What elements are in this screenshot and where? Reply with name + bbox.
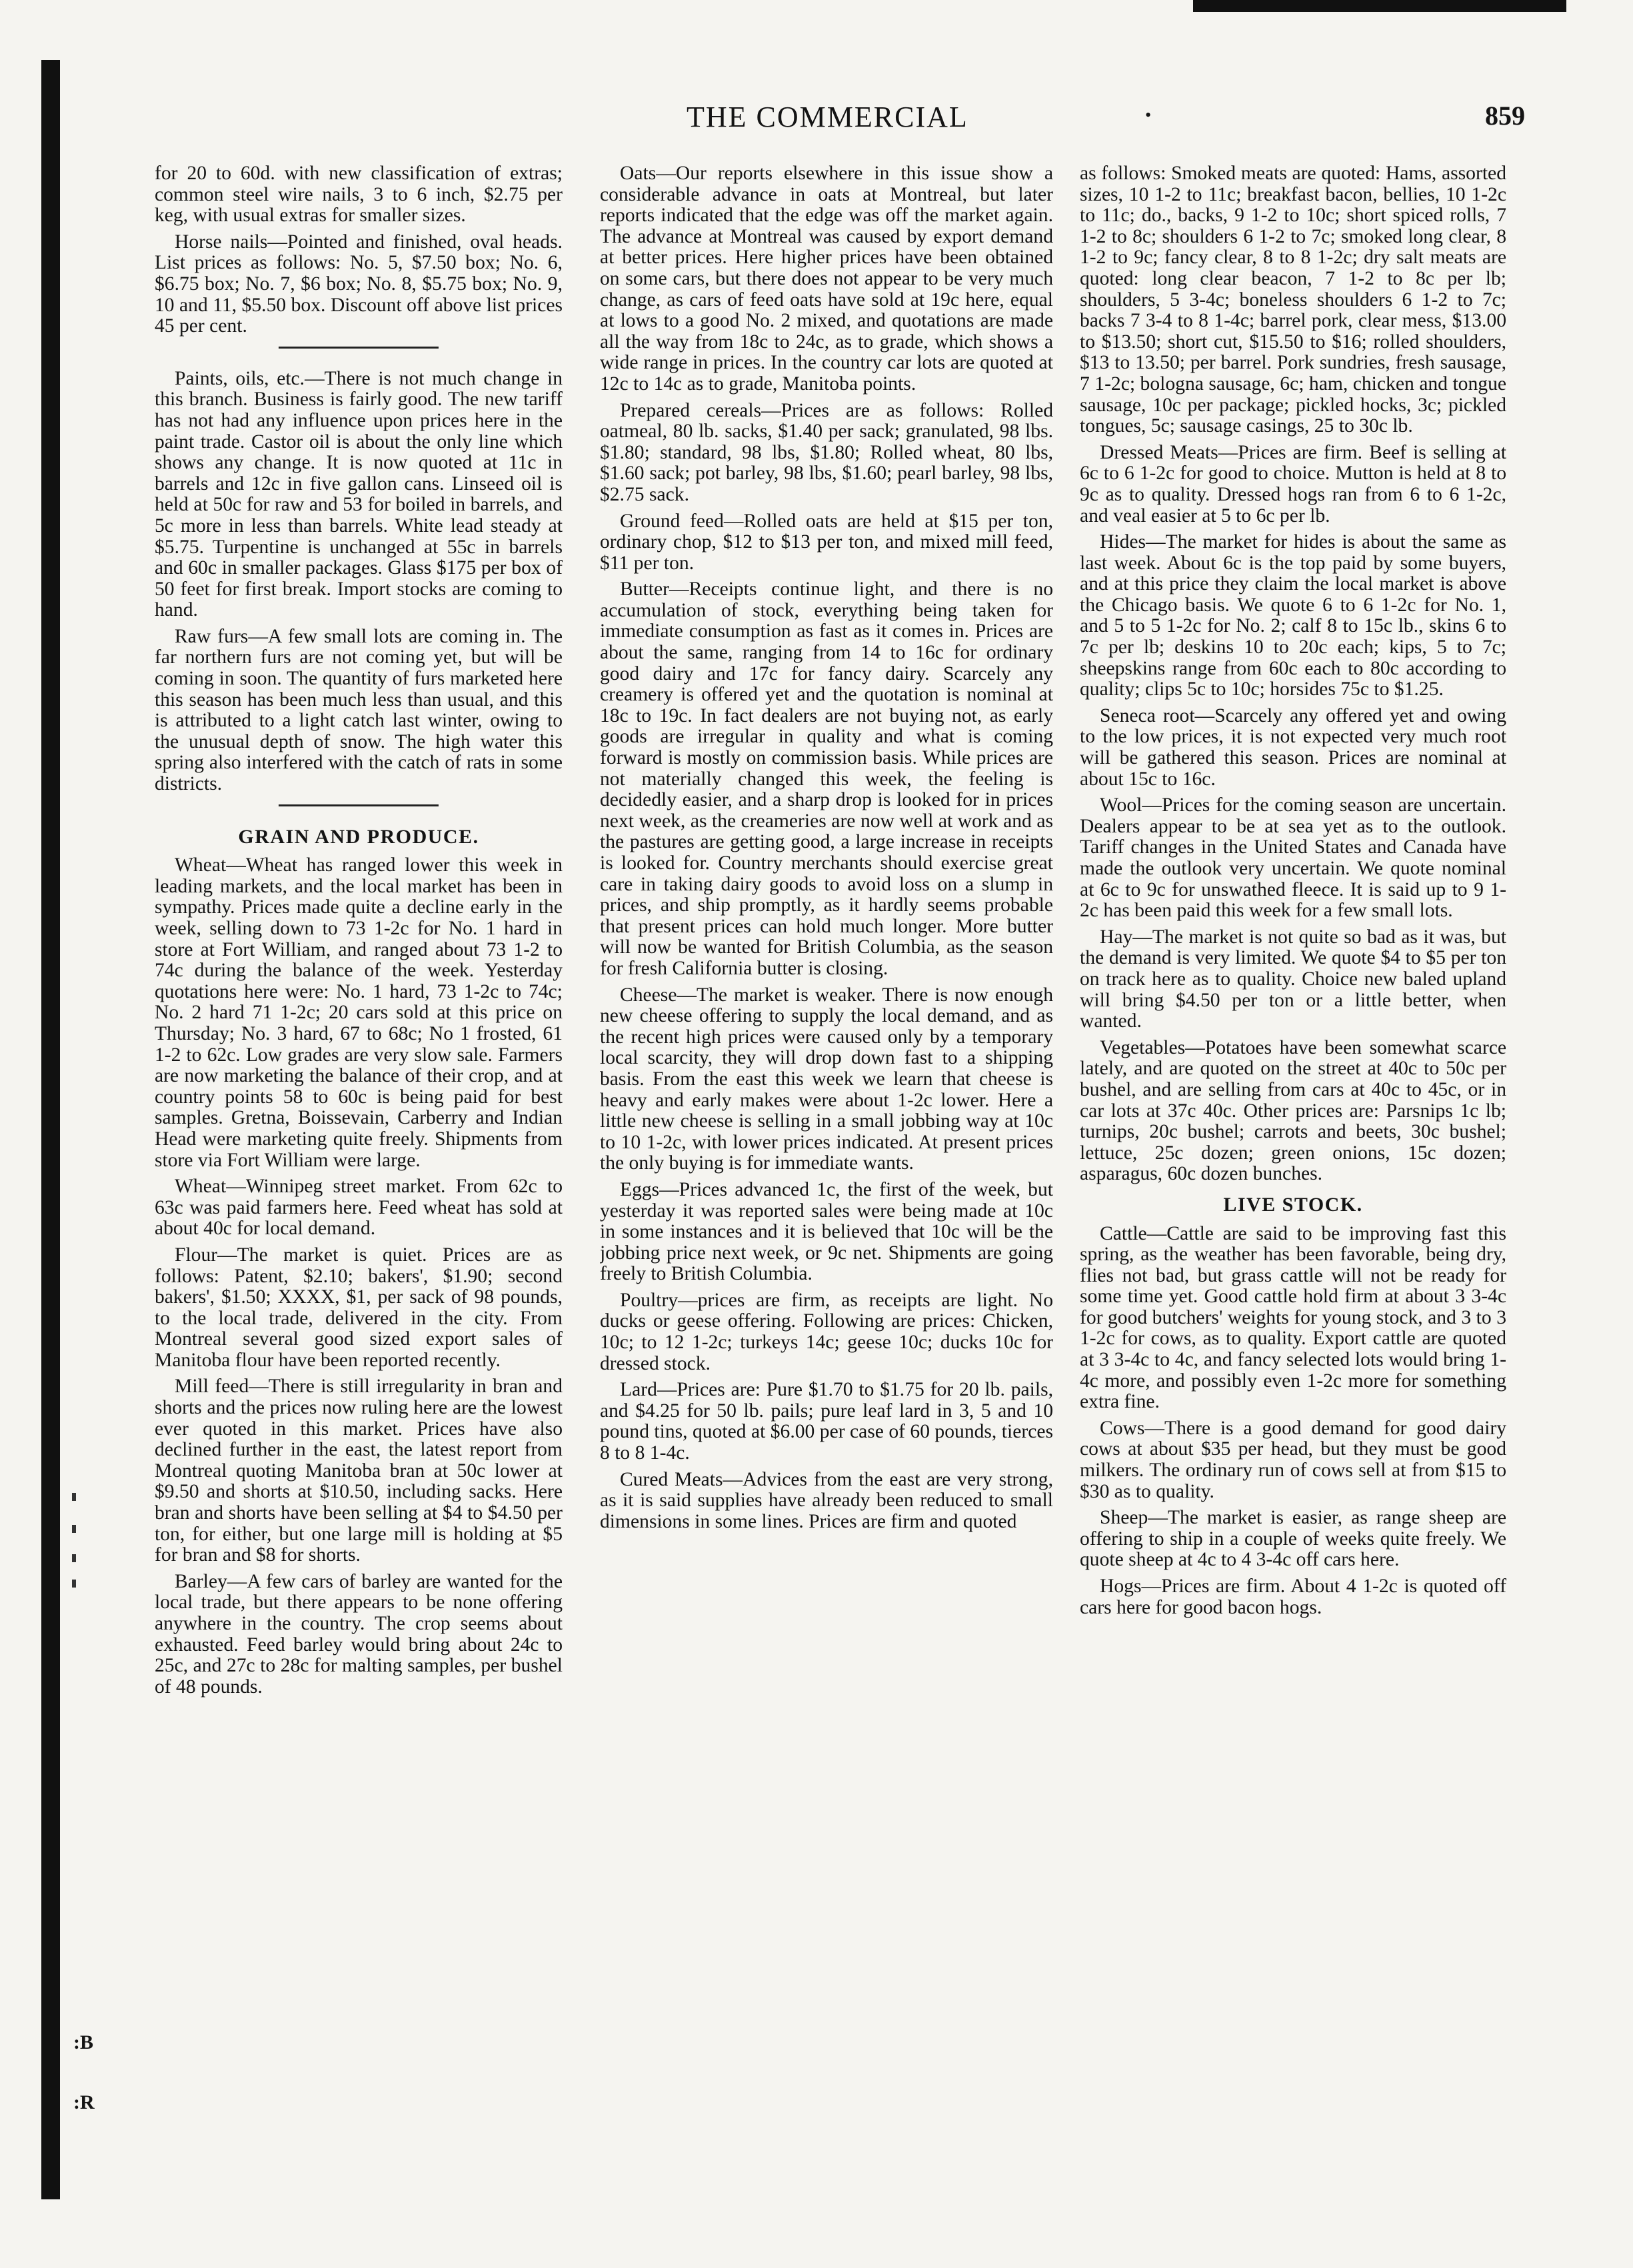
margin-specks bbox=[72, 1493, 85, 1893]
article-paragraph: Lard—Prices are: Pure $1.70 to $1.75 for 20 lb. pails, and $4.25 for 50 lb. pails; pure leaf lard in 3, 5 and 10 pound tins, quoted at $6.00 per case of 60 pounds, tierces 8 to 8 1-4c. bbox=[600, 1379, 1053, 1464]
article-paragraph: Paints, oils, etc.—There is not much change in this branch. Business is fairly good. The new tariff has not had any influence upon prices here in the paint trade. Castor oil is about the only line which shows any change. It is now quoted at 11c in barrels and 12c in five gallon cans. Linseed oil is held at 50c for raw and 53 for boiled in barrels, and 5c more in less than barrels. White lead steady at $5.75. Turpentine is unchanged at 55c in barrels and 60c in smaller packages. Glass $175 per box of 50 feet for first break. Import stocks are coming to hand. bbox=[155, 367, 563, 621]
article-paragraph: as follows: Smoked meats are quoted: Hams, assorted sizes, 10 1-2 to 11c; breakfast bacon, bellies, 10 1-2c to 11c; do., backs, 9 1-2 to 10c; short spiced rolls, 7 1-2 to 8c; shoulders 6 1-2 to 7c; smoked long clear, 8 1-2 to 9c; fancy clear, 8 to 8 1-2c; dry salt meats are quoted: long clear beacon, 7 1-2 to 8c per lb; shoulders, 5 3-4c; boneless shoulders 6 1-2 to 7c; backs 7 3-4 to 8 1-4c; barrel pork, clear mess, $13.00 to $13.50; short cut, $15.50 to $16; rolled shoulders, $13 to 13.50; per barrel. Pork sundries, fresh sausage, 7 1-2c; bologna sausage, 6c; ham, chicken and tongue sausage, 10c per package; pickled hocks, 3c; pickled tongues, 5c; sausage casings, 25 to 30c lb. bbox=[1080, 163, 1506, 437]
page-title: THE COMMERCIAL bbox=[687, 101, 968, 133]
page-number: 859 bbox=[1485, 101, 1525, 131]
top-border-rule bbox=[1193, 0, 1566, 12]
text-column-3 bbox=[1080, 163, 1506, 2243]
bullet-mark: • bbox=[1145, 105, 1152, 125]
article-paragraph: Cattle—Cattle are said to be improving fast this spring, as the weather has been favorable, being dry, flies not bad, but grass cattle will not be ready for some time yet. Good cattle hold firm at about 3 3-4c for good butchers' weights for young stock, and 3 to 3 1-2c for cows, as to quality. Export cattle are quoted at 3 3-4c to 4c, and fancy selected lots would bring 1-4c more, and possibly even 1-2c more for something extra fine. bbox=[1080, 1222, 1506, 1413]
article-paragraph: Mill feed—There is still irregularity in bran and shorts and the prices now ruling here are the lowest ever quoted in this market. Prices have also declined further in the east, the latest report from Montreal quoting Manitoba bran at 50c lower at $9.50 and shorts at $10.50, including sacks. Here bran and shorts have been selling at $4 to $4.50 per ton, for either, but one large mill is holding at $5 for bran and $8 for shorts. bbox=[155, 1376, 563, 1566]
margin-glyph: :B bbox=[73, 2031, 93, 2053]
section-divider bbox=[279, 804, 439, 806]
article-paragraph: Flour—The market is quiet. Prices are as follows: Patent, $2.10; bakers', $1.90; second bakers', $1.50; XXXX, $1, per sack of 98 pounds, to the local trade, delivered in the city. From Montreal several good sized export sales of Manitoba flour have been reported recently. bbox=[155, 1244, 563, 1371]
running-header bbox=[0, 100, 1633, 140]
article-paragraph: Cheese—The market is weaker. There is now enough new cheese offering to supply the local demand, and as the recent high prices were caused only by a temporary local scarcity, they will drop down fast to a shipping basis. From the east this week we learn that cheese is heavy and early makes were about 1-2c lower. Here a little new cheese is selling in a small jobbing way at 10c to 10 1-2c, with lower prices indicated. At present prices the only buying is for immediate wants. bbox=[600, 984, 1053, 1174]
article-paragraph: Horse nails—Pointed and finished, oval heads. List prices as follows: No. 5, $7.50 box; No. 6, $6.75 box; No. 7, $6 box; No. 8, $5.75 box; No. 9, 10 and 11, $5.50 box. Discount off above list prices 45 per cent. bbox=[155, 231, 563, 337]
article-paragraph: Hogs—Prices are firm. About 4 1-2c is quoted off cars here for good bacon hogs. bbox=[1080, 1576, 1506, 1618]
article-paragraph: Hay—The market is not quite so bad as it was, but the demand is very limited. We quote $4 to $5 per ton on track here as to quality. Choice new baled upland will bring $4.50 per ton or a little better, when wanted. bbox=[1080, 926, 1506, 1032]
article-paragraph: Dressed Meats—Prices are firm. Beef is selling at 6c to 6 1-2c for good to choice. Mutton is held at 8 to 9c as to quality. Dressed hogs ran from 6 to 6 1-2c, and veal easier at 5 to 6c per lb. bbox=[1080, 441, 1506, 527]
text-column-2 bbox=[600, 163, 1053, 2243]
article-paragraph: for 20 to 60d. with new classification of extras; common steel wire nails, 3 to 6 inch, $2.75 per keg, with usual extras for smaller sizes. bbox=[155, 163, 563, 227]
article-paragraph: Cured Meats—Advices from the east are very strong, as it is said supplies have already been reduced to small dimensions in some lines. Prices are firm and quoted bbox=[600, 1468, 1053, 1532]
section-heading: GRAIN AND PRODUCE. bbox=[238, 825, 479, 848]
text-column-1 bbox=[155, 163, 563, 2243]
article-paragraph: Wool—Prices for the coming season are uncertain. Dealers appear to be at sea yet as to the outlook. Tariff changes in the United States and Canada have made the outlook very uncertain. We quote nominal at 6c to 9c for unswathed fleece. It is said up to 9 1-2c has been paid this week for a few small lots. bbox=[1080, 794, 1506, 922]
article-paragraph: Butter—Receipts continue light, and there is no accumulation of stock, everything being taken for immediate consumption as fast as it comes in. Prices are about the same, ranging from 14 to 16c for ordinary good dairy and 17c for fancy dairy. Scarcely any creamery is offered yet and the quotation is nominal at 18c to 19c. In fact dealers are not buying not, as early goods are irregular in quality and what is coming forward is mostly on commission basis. While prices are not materially changed this week, the feeling is decidedly easier, and a sharp drop is looked for in prices next week, as the creameries are now well at work and as the pastures are getting good, a large increase in receipts is looked for. Country merchants should exercise great care in taking dairy goods to avoid loss on a slump in prices, and ship promptly, as it hardly seems probable that present prices can hold much longer. More butter will now be wanted for British Columbia, as the season for fresh California butter is closing. bbox=[600, 578, 1053, 979]
article-paragraph: Seneca root—Scarcely any offered yet and owing to the low prices, it is not expected very much root will be gathered this season. Prices are nominal at about 15c to 16c. bbox=[1080, 704, 1506, 790]
article-paragraph: Cows—There is a good demand for good dairy cows at about $35 per head, but they must be good milkers. The ordinary run of cows sell at from $15 to $30 as to quality. bbox=[1080, 1417, 1506, 1502]
margin-glyphs bbox=[73, 2013, 95, 2133]
article-paragraph: Wheat—Winnipeg street market. From 62c to 63c was paid farmers here. Feed wheat has sold at about 40c for local demand. bbox=[155, 1176, 563, 1240]
article-paragraph: Ground feed—Rolled oats are held at $15 per ton, ordinary chop, $12 to $13 per ton, and mixed mill feed, $11 per ton. bbox=[600, 510, 1053, 574]
article-paragraph: Oats—Our reports elsewhere in this issue show a considerable advance in oats at Montreal, but later reports indicated that the edge was off the market again. The advance at Montreal was caused by export demand at better prices. Here higher prices have been obtained on some cars, but there does not appear to be very much change, as cars of feed oats have sold at 19c here, equal at lows to a good No. 2 mixed, and quotations are made all the way from 18c to 24c, as to grade, which shows a wide range in prices. In the country car lots are quoted at 12c to 14c as to grade, Manitoba points. bbox=[600, 163, 1053, 395]
article-paragraph: Sheep—The market is easier, as range sheep are offering to ship in a couple of weeks quite freely. We quote sheep at 4c to 4 3-4c off cars here. bbox=[1080, 1507, 1506, 1571]
section-heading: LIVE STOCK. bbox=[1223, 1193, 1363, 1216]
article-paragraph: Eggs—Prices advanced 1c, the first of the week, but yesterday it was reported sales were being made at 10c in some instances and it is believed that 10c will be the jobbing price next week, or 9c net. Shipments are going freely to British Columbia. bbox=[600, 1178, 1053, 1285]
margin-glyph: :R bbox=[73, 2091, 95, 2113]
article-paragraph: Raw furs—A few small lots are coming in. The far northern furs are not coming yet, but will be coming in soon. The quantity of furs marketed here this season has been much less than usual, and this is attributed to a light catch last winter, owing to the unusual depth of snow. The high water this spring also interfered with the catch of rats in some districts. bbox=[155, 625, 563, 795]
article-paragraph: Prepared cereals—Prices are as follows: Rolled oatmeal, 80 lb. sacks, $1.40 per sack; granulated, 98 lbs. $1.80; standard, 98 lbs, $1.80; Rolled wheat, 80 lbs, $1.60 sack; pot barley, 98 lbs, $1.60; pearl barley, 98 lbs, $2.75 sack. bbox=[600, 399, 1053, 505]
article-paragraph: Vegetables—Potatoes have been somewhat scarce lately, and are quoted on the street at 40c to 50c per bushel, and are selling from cars at 40c to 45c, or in car lots at 37c 40c. Other prices are: Parsnips 1c lb; turnips, 20c bushel; carrots and beets, 30c bushel; lettuce, 25c dozen; green onions, 15c dozen; asparagus, 60c dozen bunches. bbox=[1080, 1036, 1506, 1185]
article-paragraph: Wheat—Wheat has ranged lower this week in leading markets, and the local market has been in sympathy. Prices made quite a decline early in the week, selling down to 73 1-2c for No. 1 hard in store at Fort William, and ranged about 73 1-2 to 74c during the balance of the week. Yesterday quotations here were: No. 1 hard, 73 1-2c to 74c; No. 2 hard 71 1-2c; 20 cars sold at this price on Thursday; No. 3 hard, 67 to 68c; No 1 frosted, 61 1-2 to 62c. Low grades are very slow sale. Farmers are now marketing the balance of their crop, and at country points 58 to 60c is being paid for best samples. Gretna, Boissevain, Carberry and Indian Head were marketing quite freely. Shipments from store via Fort William were large. bbox=[155, 854, 563, 1171]
scan-binding-edge bbox=[41, 60, 60, 2199]
section-divider bbox=[279, 347, 439, 349]
article-paragraph: Barley—A few cars of barley are wanted for the local trade, but there appears to be none offering anywhere in the country. The crop seems about exhausted. Feed barley would bring about 24c to 25c, and 27c to 28c for malting samples, per bushel of 48 pounds. bbox=[155, 1570, 563, 1698]
article-paragraph: Poultry—prices are firm, as receipts are light. No ducks or geese offering. Following are prices: Chicken, 10c; to 12 1-2c; turkeys 14c; geese 10c; ducks 10c for dressed stock. bbox=[600, 1289, 1053, 1374]
article-paragraph: Hides—The market for hides is about the same as last week. About 6c is the top paid by some buyers, and at this price they claim the local market is above the Chicago basis. We quote 6 to 6 1-2c for No. 1, and 5 to 5 1-2c for No. 2; calf 8 to 15c lb., skins 6 to 7c per lb; deskins 10 to 20c each; kips, 5 to 7c; sheepskins range from 60c each to 80c according to quality; clips 5c to 10c; horsides 75c to $1.25. bbox=[1080, 531, 1506, 700]
